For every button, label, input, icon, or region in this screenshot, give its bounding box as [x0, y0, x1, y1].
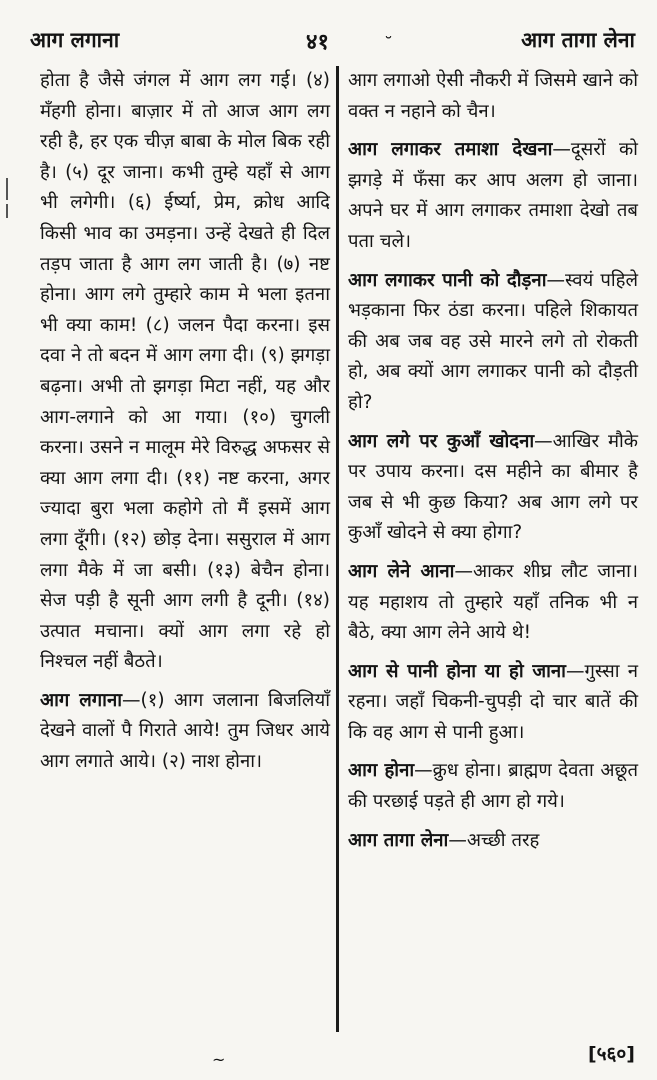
entry-headword: आग लगाना: [40, 689, 123, 711]
column-divider: [336, 66, 339, 1032]
entry-headword: आग से पानी होना या हो जाना: [348, 660, 566, 682]
dictionary-entry: [348, 135, 638, 257]
dictionary-entry: [348, 826, 638, 857]
entry-definition: —स्वयं पहिले भड़काना फिर ठंडा करना। पहिले शिकायत की अब जब वह उसे मारने लगे तो रोकती हो, अब क्यों आग लगाकर पानी को दौड़ती हो?: [348, 269, 638, 413]
dictionary-entry: [40, 686, 330, 778]
entry-headword: आग लगे पर कुआँ खोदना: [348, 430, 535, 452]
dictionary-entry: [348, 427, 638, 549]
entry-headword: आग लगाकर पानी को दौड़ना: [348, 269, 547, 291]
entry-definition: —क्रुध होना। ब्राह्मण देवता अछूत की परछाई पड़ते ही आग हो गये।: [348, 760, 639, 813]
entry-headword: आग लेने आना: [348, 560, 455, 582]
entry-definition: —गुस्सा न रहना। जहाँ चिकनी-चुपड़ी दो चार बातें की कि वह आग से पानी हुआ।: [348, 660, 638, 743]
entry-continuation: आग लगाओ ऐसी नौकरी में जिसमे खाने को वक्त न नहाने को चैन।: [348, 70, 638, 122]
entry-headword: आग होना: [348, 760, 415, 782]
dictionary-entry: [348, 756, 638, 817]
dictionary-entry: [348, 557, 638, 649]
margin-mark: [6, 178, 8, 200]
left-column: [40, 66, 330, 1040]
dictionary-entry: [348, 266, 638, 419]
running-head-right: आग तागा लेना: [521, 28, 635, 52]
entry-headword: आग तागा लेना: [348, 829, 449, 851]
page-number: ४१: [306, 30, 329, 55]
right-column: [348, 66, 638, 1040]
page-header: [0, 0, 657, 60]
entry-definition: —(१) आग जलाना बिजलियाँ देखने वालों पै गिराते आये! तुम जिधर आये आग लगाते आये। (२) नाश होना।: [40, 689, 330, 773]
margin-mark: [6, 204, 8, 218]
stray-mark: ˘: [384, 34, 393, 55]
dictionary-entry: [348, 657, 638, 749]
page-code: [५६०]: [587, 1043, 635, 1065]
entry-definition: —अच्छी तरह: [448, 829, 540, 851]
entry-definition: —आकर शीघ्र लौट जाना। यह महाशय तो तुम्हारे यहाँ तनिक भी न बैठे, क्या आग लेने आये थे!: [348, 560, 638, 644]
running-head-left: आग लगाना: [30, 28, 120, 52]
entry-definition: —आखिर मौके पर उपाय करना। दस महीने का बीमार है जब से भी कुछ किया? अब आग लगे पर कुआँ खोदने से क्या होगा?: [348, 430, 639, 544]
entry-headword: आग लगाकर तमाशा देखना: [348, 139, 553, 161]
entry-definition: —दूसरों को झगड़े में फँसा कर आप अलग हो जाना। अपने घर में आग लगाकर तमाशा देखो तब पता चले।: [348, 139, 638, 252]
entry-continuation: होता है जैसे जंगल में आग लग गई। (४) मँहगी होना। बाज़ार में तो आज आग लग रही है, हर एक चीज़ बाबा के मोल बिक रही है। (५) दूर जाना। कभी तुम्हे यहाँ से आग भी लगेगी। (६) ईर्ष्या, प्रेम, क्रोध आदि किसी भाव का उमड़ना। उन्हें देखते ही दिल तड़प जाता है आग लग जाती है। (७) नष्ट होना। आग लगे तुम्हारे काम मे भला इतना भी क्या काम! (८) जलन पैदा करना। इस दवा ने तो बदन में आग लगा दी। (९) झगड़ा बढ़ना। अभी तो झगड़ा मिटा नहीं, यह और आग-लगाने को आ गया। (१०) चुगली करना। उसने न मालूम मेरे विरुद्ध अफसर से क्या आग लगा दी। (११) नष्ट करना, अगर ज्यादा बुरा भला कहोगे तो मैं इसमें आग लगा दूँगी। (१२) छोड़ देना। ससुराल में आग लगा मैके में जा बसी। (१३) बेचैन होना। सेज पड़ी है सूनी आग लगी है दूनी। (१४) उत्पात मचाना। क्यों आग लगा रहे हो निश्चल नहीं बैठते।: [40, 70, 330, 673]
stray-mark: ~: [212, 1050, 226, 1069]
